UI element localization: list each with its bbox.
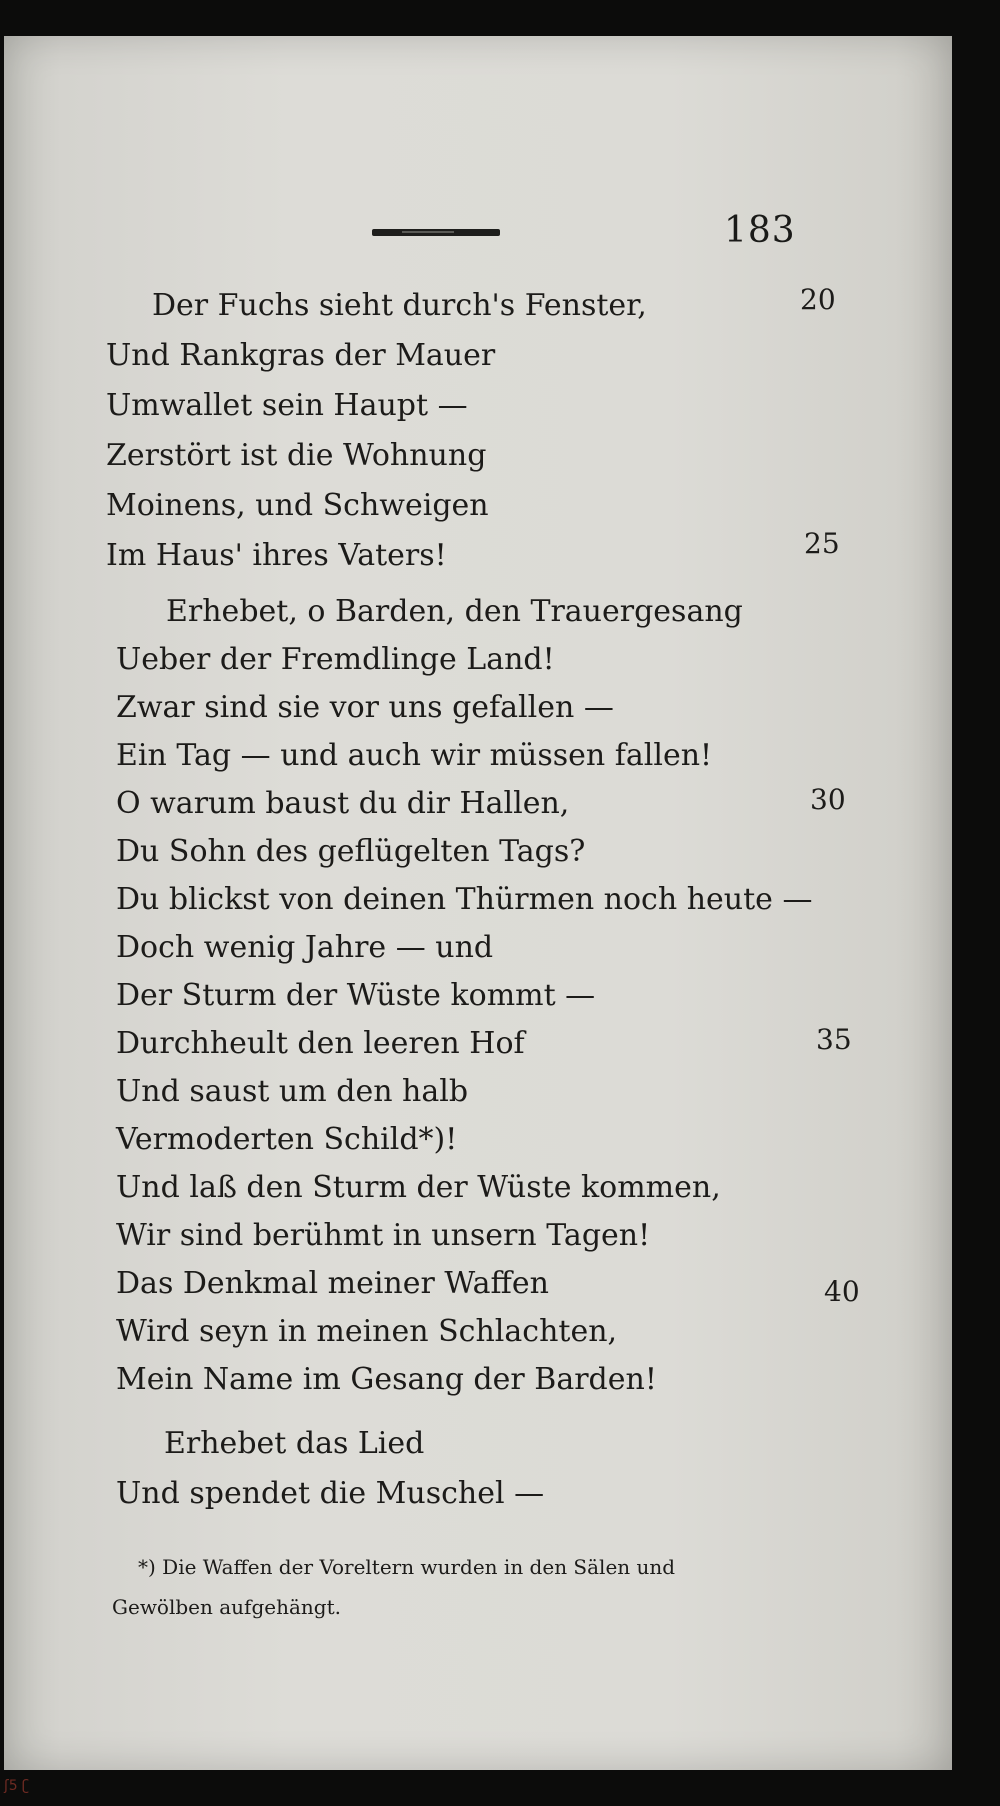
poem-line: Der Fuchs sieht durch's Fenster,: [152, 288, 647, 323]
poem-line: Und laß den Sturm der Wüste kommen,: [116, 1170, 721, 1205]
line-number: 25: [804, 527, 840, 560]
poem-line: Umwallet sein Haupt —: [106, 388, 468, 423]
footnote-line: *) Die Waffen der Voreltern wurden in den Sälen und: [138, 1555, 676, 1579]
poem-line: Doch wenig Jahre — und: [116, 930, 494, 965]
poem-line: Und Rankgras der Mauer: [106, 338, 496, 373]
line-number: 30: [810, 783, 846, 816]
poem-line: Und saust um den halb: [116, 1074, 469, 1109]
poem-line: Der Sturm der Wüste kommt —: [116, 978, 596, 1013]
page-number: 183: [724, 210, 796, 251]
poem-line: Erhebet das Lied: [164, 1426, 425, 1461]
line-number: 20: [800, 283, 836, 316]
line-number: 35: [816, 1023, 852, 1056]
footnote-line: Gewölben aufgehängt.: [112, 1595, 341, 1619]
header-rule: [372, 229, 500, 236]
poem-line: Durchheult den leeren Hof: [116, 1026, 525, 1061]
poem-line: Zerstört ist die Wohnung: [106, 438, 487, 473]
poem-line: Ein Tag — und auch wir müssen fallen!: [116, 738, 713, 773]
poem-line: Mein Name im Gesang der Barden!: [116, 1362, 657, 1397]
line-number: 40: [824, 1275, 860, 1308]
poem-line: Im Haus' ihres Vaters!: [106, 538, 447, 573]
poem-line: Vermoderten Schild*)!: [116, 1122, 458, 1157]
poem-line: Du blickst von deinen Thürmen noch heute —: [116, 882, 813, 917]
poem-line: Ueber der Fremdlinge Land!: [116, 642, 555, 677]
poem-line: Zwar sind sie vor uns gefallen —: [116, 690, 614, 725]
poem-line: Das Denkmal meiner Waffen: [116, 1266, 549, 1301]
book-page: [4, 36, 952, 1770]
corner-mark: ʃ5 ʗ: [4, 1778, 30, 1794]
poem-line: Wird seyn in meinen Schlachten,: [116, 1314, 618, 1349]
poem-line: Erhebet, o Barden, den Trauergesang: [166, 594, 743, 629]
poem-line: Wir sind berühmt in unsern Tagen!: [116, 1218, 651, 1253]
poem-line: Du Sohn des geflügelten Tags?: [116, 834, 586, 869]
poem-line: Moinens, und Schweigen: [106, 488, 489, 523]
poem-line: Und spendet die Muschel —: [116, 1476, 545, 1511]
poem-line: O warum baust du dir Hallen,: [116, 786, 570, 821]
